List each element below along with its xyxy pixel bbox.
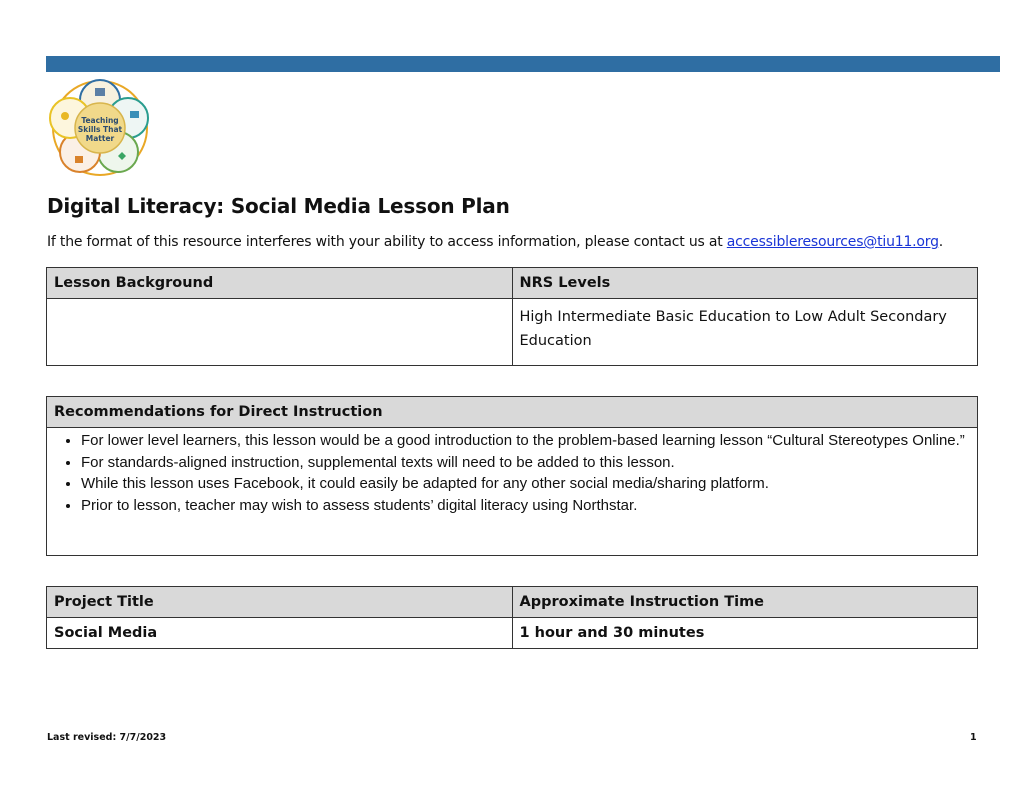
instruction-time-cell: 1 hour and 30 minutes — [512, 618, 978, 649]
notice-suffix: . — [938, 234, 944, 250]
nrs-levels-header: NRS Levels — [512, 268, 978, 299]
recommendations-header: Recommendations for Direct Instruction — [47, 397, 978, 428]
logo-line-1: Teaching — [81, 116, 119, 125]
logo-line-2: Skills That — [77, 125, 123, 134]
list-item: • For lower level learners, this lesson would be a good introduction to the problem-based learning lesson “Cultural Stereotypes Online.” — [81, 430, 970, 452]
lesson-background-cell — [47, 299, 513, 366]
list-item: • Prior to lesson, teacher may wish to assess students’ digital literacy using Northstar. — [81, 495, 970, 517]
list-item: • For standards-aligned instruction, supplemental texts will need to be added to this lesson. — [81, 452, 970, 474]
nrs-levels-cell: High Intermediate Basic Education to Low Adult Secondary Education — [512, 299, 978, 366]
instruction-time-header: Approximate Instruction Time — [512, 587, 978, 618]
header-bar — [46, 56, 1000, 72]
page-number: 1 — [970, 732, 977, 743]
teaching-skills-that-matter-logo — [48, 78, 152, 178]
logo-line-3: Matter — [85, 134, 115, 143]
last-revised: Last revised: 7/7/2023 — [47, 732, 167, 743]
recommendations-list — [54, 430, 970, 516]
recommendations-cell — [47, 428, 978, 556]
recommendations-table — [46, 396, 978, 556]
page-title: Digital Literacy: Social Media Lesson Plan — [47, 194, 510, 218]
project-title-cell: Social Media — [47, 618, 513, 649]
project-table — [46, 586, 978, 649]
lesson-background-table — [46, 267, 978, 366]
project-title-header: Project Title — [47, 587, 513, 618]
list-item: • While this lesson uses Facebook, it could easily be adapted for any other social media/sharing platform. — [81, 473, 970, 495]
notice-text: If the format of this resource interferes with your ability to access information, please contact us at — [47, 234, 727, 250]
lesson-background-header: Lesson Background — [47, 268, 513, 299]
accessibility-notice — [47, 234, 943, 250]
contact-email-link[interactable]: accessibleresources@tiu11.org — [726, 234, 939, 250]
